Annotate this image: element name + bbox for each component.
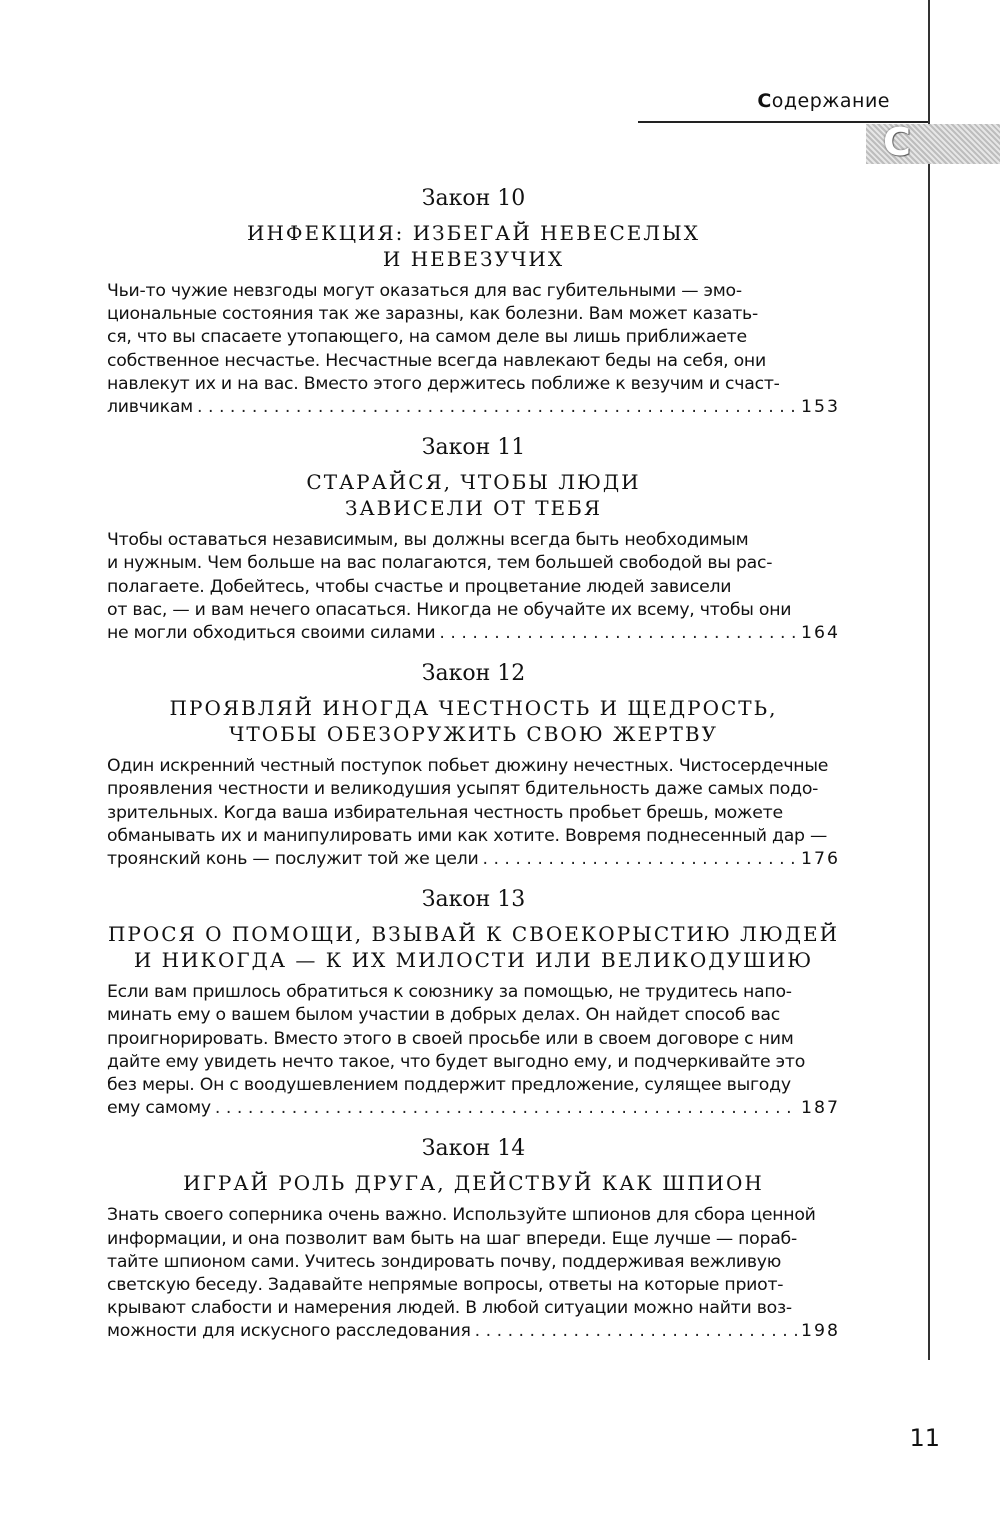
running-head: [640, 90, 890, 112]
section-tab-letter: C: [883, 120, 911, 164]
toc-page-number: 164: [801, 623, 840, 644]
law-title-line: ИГРАЙ РОЛЬ ДРУГА, ДЕЙСТВУЙ КАК ШПИОН: [183, 1171, 764, 1196]
toc-page-number: 153: [801, 397, 840, 418]
description-last-line: [107, 1097, 840, 1120]
margin-rule: [928, 0, 930, 1360]
law-entry: [107, 885, 840, 1120]
description-line: и нужным. Чем больше на вас полагаются, тем большей свободой вы рас-: [107, 553, 773, 574]
description-line: не могли обходиться своими силами: [107, 623, 436, 644]
description-line: светскую беседу. Задавайте непрямые вопросы, ответы на которые приот-: [107, 1275, 784, 1296]
law-entry: [107, 433, 840, 645]
law-title-line: ИНФЕКЦИЯ: ИЗБЕГАЙ НЕВЕСЕЛЫХ: [247, 221, 700, 245]
law-entry: [107, 659, 840, 871]
leader-dots: [482, 848, 797, 871]
leader-dots: [197, 396, 797, 419]
law-number: Закон 14: [421, 1136, 526, 1162]
law-title-line: СТАРАЙСЯ, ЧТОБЫ ЛЮДИ: [306, 470, 641, 495]
description-line: Если вам пришлось обратиться к союзнику за помощью, не трудитесь напо-: [107, 982, 792, 1003]
running-head-rest: одержание: [771, 90, 890, 112]
description-line: троянский конь — послужит той же цели: [107, 849, 479, 870]
toc-page-number: 198: [801, 1321, 840, 1342]
leader-dots: [475, 1320, 797, 1343]
running-head-initial: С: [757, 90, 772, 112]
law-title-line: ЗАВИСЕЛИ ОТ ТЕБЯ: [344, 496, 603, 521]
description-last-line: [107, 622, 840, 645]
law-title: [107, 921, 840, 973]
description-line: дайте ему увидеть нечто такое, что будет выгодно ему, и подчеркивайте это: [107, 1051, 806, 1072]
law-description: [107, 1204, 840, 1343]
law-number: Закон 12: [421, 661, 526, 687]
law-description: [107, 755, 840, 871]
description-line: собственное несчастье. Несчастные всегда навлекают беды на себя, они: [107, 350, 766, 371]
description-line: Знать своего соперника очень важно. Используйте шпионов для сбора ценной: [107, 1205, 816, 1226]
description-line: от вас, — и вам нечего опасаться. Никогда не обучайте их всему, чтобы они: [107, 599, 792, 620]
description-line: проигнорировать. Вместо этого в своей просьбе или в своем договоре с ним: [107, 1028, 794, 1049]
description-line: ся, что вы спасаете утопающего, на самом деле вы лишь приближаете: [107, 327, 747, 348]
description-last-line: [107, 848, 840, 871]
law-description: [107, 981, 840, 1120]
law-number: Закон 10: [421, 186, 526, 211]
toc-page-number: 176: [801, 849, 840, 870]
law-entry: [107, 184, 840, 419]
law-number: Закон 13: [421, 887, 526, 913]
law-title-line: ПРОСЯ О ПОМОЩИ, ВЗЫВАЙ К СВОЕКОРЫСТИЮ ЛЮДЕЙ: [107, 922, 840, 947]
description-line: проявления честности и великодушия усыпят бдительность даже самых подо-: [107, 779, 819, 800]
description-line: полагаете. Добейтесь, чтобы счастье и процветание людей зависели: [107, 576, 732, 597]
description-line: Один искренний честный поступок побьет дюжину нечестных. Чистосердечные: [107, 756, 829, 777]
law-title-line: И НИКОГДА — К ИХ МИЛОСТИ ИЛИ ВЕЛИКОДУШИЮ: [133, 948, 814, 973]
description-line: тайте шпионом сами. Учитесь зондировать почву, поддерживая вежливую: [107, 1251, 782, 1272]
toc-content: [107, 184, 840, 1358]
law-title-line: И НЕВЕЗУЧИХ: [382, 247, 565, 271]
law-number: Закон 11: [421, 435, 526, 461]
description-line: можности для искусного расследования: [107, 1321, 471, 1342]
description-line: циональные состояния так же заразны, как болезни. Вам может казать-: [107, 304, 758, 325]
description-line: зрительных. Когда ваша избирательная честность пробьет брешь, можете: [107, 802, 783, 823]
description-line: Чтобы оставаться независимым, вы должны всегда быть необходимым: [107, 530, 749, 551]
description-line: ливчикам: [107, 397, 193, 418]
law-title: [107, 469, 840, 521]
toc-page-number: 187: [801, 1098, 840, 1119]
law-title: [107, 695, 840, 747]
leader-dots: [215, 1097, 797, 1120]
law-description: [107, 529, 840, 645]
description-line: навлекут их и на вас. Вместо этого держитесь поближе к везучим и счаст-: [107, 373, 780, 394]
description-line: информации, и она позволит вам быть на шаг впереди. Еще лучше — пораб-: [107, 1228, 797, 1249]
description-line: крывают слабости и намерения людей. В любой ситуации можно найти воз-: [107, 1298, 792, 1319]
page-number: 11: [909, 1424, 940, 1452]
law-title-line: ЧТОБЫ ОБЕЗОРУЖИТЬ СВОЮ ЖЕРТВУ: [228, 722, 719, 747]
description-last-line: [107, 396, 840, 419]
law-description: [107, 280, 840, 419]
description-line: без меры. Он с воодушевлением поддержит предложение, сулящее выгоду: [107, 1075, 791, 1096]
law-entry: [107, 1134, 840, 1343]
law-title-line: ПРОЯВЛЯЙ ИНОГДА ЧЕСТНОСТЬ И ЩЕДРОСТЬ,: [169, 696, 778, 721]
description-last-line: [107, 1320, 840, 1343]
description-line: минать ему о вашем былом участии в добрых делах. Он найдет способ вас: [107, 1005, 781, 1026]
law-title: [107, 220, 840, 272]
description-line: обманывать их и манипулировать ими как хотите. Вовремя поднесенный дар —: [107, 825, 828, 846]
description-line: ему самому: [107, 1098, 211, 1119]
leader-dots: [439, 622, 797, 645]
description-line: Чьи-то чужие невзгоды могут оказаться для вас губительными — эмо-: [107, 281, 742, 301]
law-title: [107, 1170, 840, 1196]
